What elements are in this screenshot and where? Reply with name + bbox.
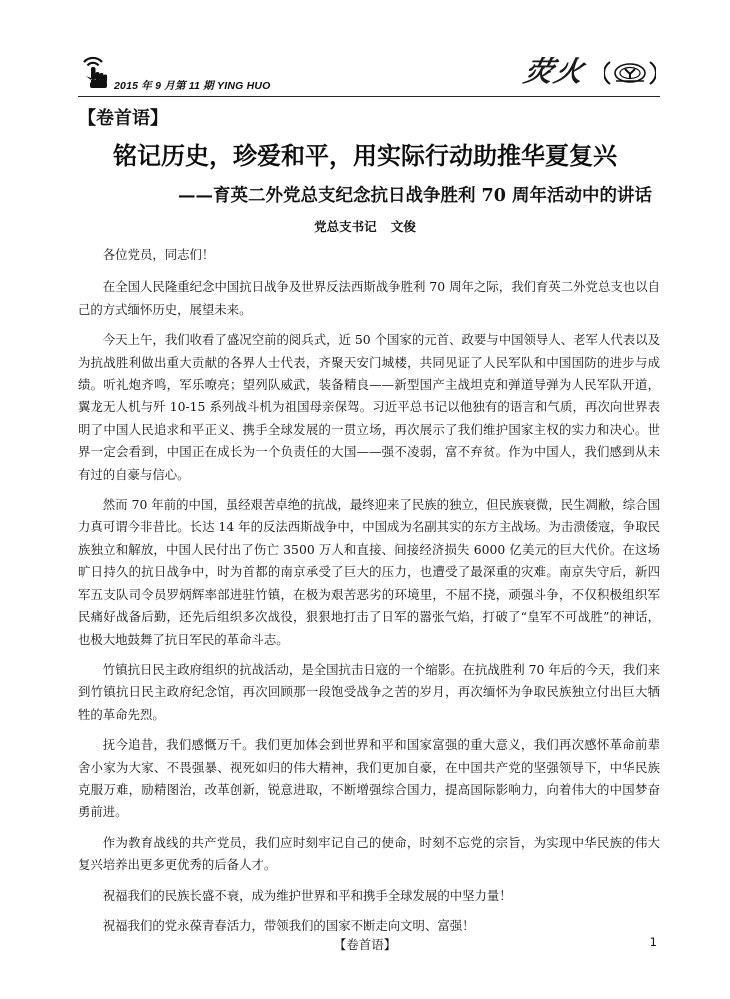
paragraph: 祝福我们的党永葆青春活力，带领我们的国家不断走向文明、富强！ xyxy=(102,917,475,933)
paragraph-greeting: 各位党员，同志们！ xyxy=(102,247,215,262)
page-header xyxy=(0,0,730,100)
magazine-brand: 荧火 xyxy=(521,55,589,88)
paragraph: 今天上午，我们收看了盛况空前的阅兵式，近 50 个国家的元首、政要与中国领导人、老军人代表以及为抗战胜利做出重大贡献的各界人士代表，齐聚天安门城楼，共同见证了人民军队和中国国防的进步与成绩。听礼炮齐鸣，军乐嘹亮；望列队威武，装备精良——新型国产主战坦克和弹道导弹为人民军队开道，翼龙无人机与歼 10-15 系列战斗机为祖国母亲保驾。习近平总书记以他独有的语言和气质，再次向世界表明了中国人民追求和平正义、携手全球发展的一贯立场，再次展示了我们维护国家主权的实力和决心。世界一定会看到，中国正在成长为一个负责任的大国——强不凌弱，富不弃贫。作为中国人，我们感到从未有过的自豪与信心。 xyxy=(78,332,660,482)
page-number: 1 xyxy=(649,935,657,949)
article-title: 铭记历史，珍爱和平，用实际行动助推华夏复兴 xyxy=(113,142,617,170)
footer-column-label: 【卷首语】 xyxy=(333,937,397,952)
article-subtitle: ——育英二外党总支纪念抗日战争胜利 70 周年活动中的讲话 xyxy=(177,186,652,206)
header-divider xyxy=(78,96,660,97)
article-body xyxy=(78,244,660,945)
hand-pointer-wifi-icon xyxy=(78,52,114,90)
school-emblem-icon xyxy=(604,60,656,86)
paragraph: 在全国人民隆重纪念中国抗日战争及世界反法西斯战争胜利 70 周年之际，我们育英二外党总支也以自己的方式缅怀历史，展望未来。 xyxy=(78,279,660,317)
column-label: 【卷首语】 xyxy=(78,108,168,129)
paragraph: 抚今追昔，我们感慨万千。我们更加体会到世界和平和国家富强的重大意义，我们再次感怀革命前辈舍小家为大家、不畏强暴、视死如归的伟大精神，我们更加自豪，在中国共产党的坚强领导下，中华民族克服万难，励精图治，改革创新，锐意进取，不断增强综合国力，提高国际影响力，向着伟大的中国梦奋勇前进。 xyxy=(78,737,660,820)
paragraph: 祝福我们的民族长盛不衰，成为维护世界和平和携手全球发展的中坚力量！ xyxy=(102,887,512,903)
author-byline: 党总支书记 文俊 xyxy=(314,219,416,234)
paragraph: 作为教育战线的共产党员，我们应时刻牢记自己的使命，时刻不忘党的宗旨，为实现中华民族的伟大复兴培养出更多更优秀的后备人才。 xyxy=(78,834,660,873)
paragraph: 然而 70 年前的中国，虽经艰苦卓绝的抗战，最终迎来了民族的独立，但民族衰微，民生凋敝，综合国力真可谓今非昔比。长达 14 年的反法西斯战争中，中国成为名副其实的东方主战场。为击溃倭寇，争取民族独立和解放，中国人民付出了伤亡 3500 万人和直接、间接经济损失 6000 亿美元的巨大代价。在这场旷日持久的抗日战争中，时为首都的南京承受了巨大的压力，也遭受了最深重的灾难。南京失守后，新四军五支队司令员罗炳辉率部进驻竹镇，在极为艰苦恶劣的环境里，不屈不挠，顽强斗争，不仅积极组织军民痛好战备后勤，还先后组织多次战役，狠狠地打击了日军的嚣张气焰，打破了“皇军不可战胜”的神话，也极大地鼓舞了抗日军民的革命斗志。 xyxy=(78,497,660,647)
paragraph: 竹镇抗日民主政府组织的抗战活动，是全国抗击日寇的一个缩影。在抗战胜利 70 年后的今天，我们来到竹镇抗日民主政府纪念馆，再次回顾那一段饱受战争之苦的岁月，再次缅怀为争取民族独立付出巨大牺牲的革命先烈。 xyxy=(78,661,660,722)
issue-info: 2015 年 9 月第 11 期 YING HUO xyxy=(114,80,271,92)
